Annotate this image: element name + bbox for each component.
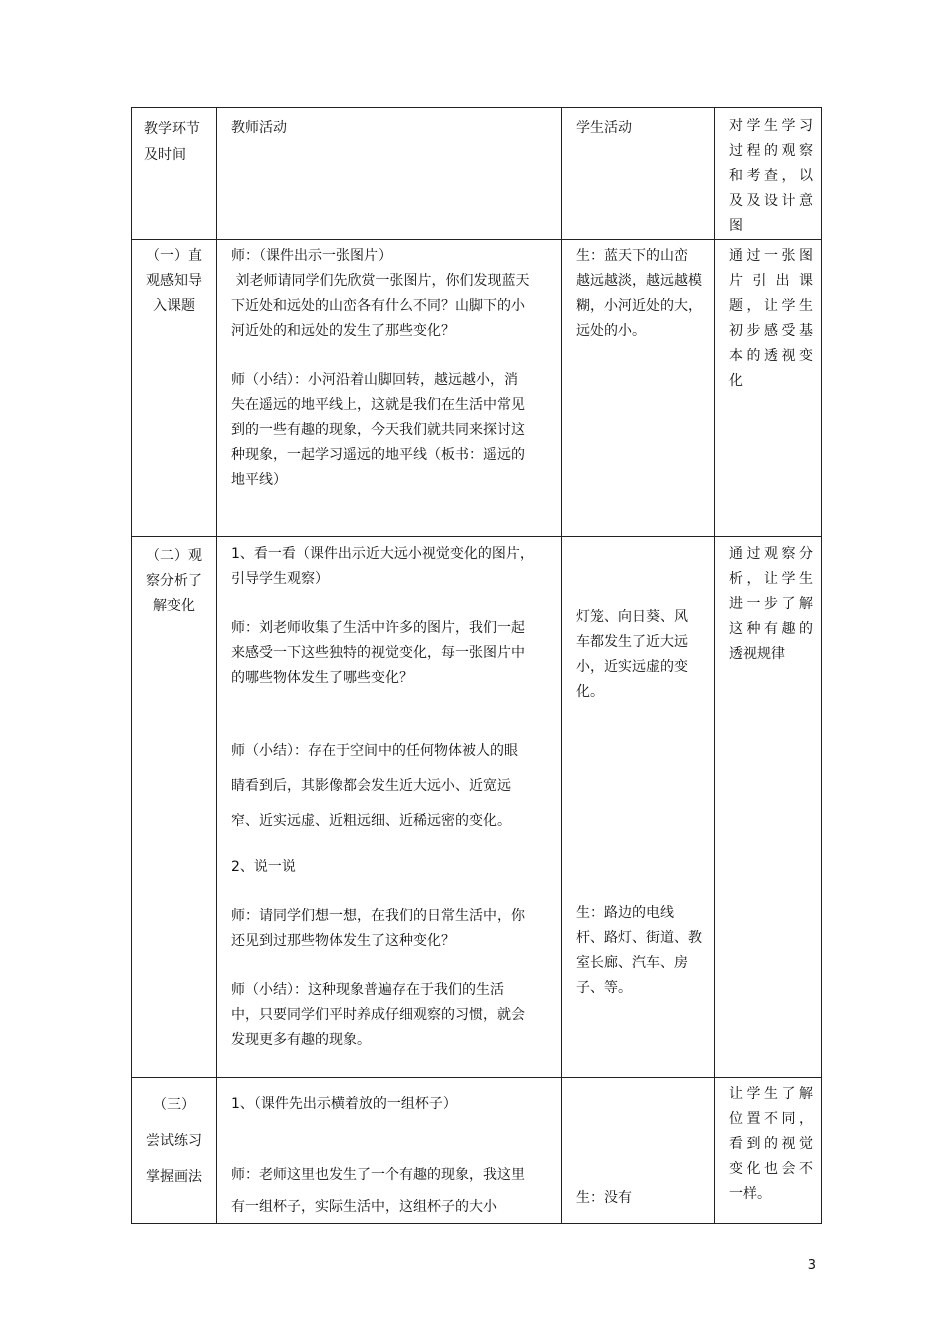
row2-student-line: 杆、路灯、街道、教 [576, 930, 702, 946]
row2-teacher-line: 来感受一下这些独特的视觉变化，每一张图片中 [231, 645, 525, 661]
header-stage [132, 108, 217, 240]
row3-intent-line: 变化也会不 [729, 1161, 813, 1177]
row3-teacher-line: 师：老师这里也发生了一个有趣的现象，我这里 [231, 1167, 525, 1183]
row2-intent-line: 这种有趣的 [729, 621, 813, 637]
header-intent-line: 和考查，以 [729, 168, 813, 184]
row2-intent-line: 进一步了解 [729, 596, 813, 612]
row3-stage-line: 掌握画法 [146, 1169, 202, 1185]
row1-teacher-line: 种现象，一起学习遥远的地平线（板书：遥远的 [231, 447, 525, 463]
row1-teacher-line: 下近处和远处的山峦各有什么不同？山脚下的小 [231, 298, 525, 314]
row1-intent-line: 题，让学生 [729, 298, 813, 314]
row1-teacher-line: 师（小结）：小河沿着山脚回转，越远越小，消 [231, 372, 518, 388]
row2-student-line: 小，近实远虚的变 [576, 659, 688, 675]
row2-intent [715, 537, 822, 1078]
row1-teacher-line: 失在遥远的地平线上，这就是我们在生活中常见 [231, 397, 525, 413]
row1-stage [132, 240, 217, 537]
row2-teacher-line: 发现更多有趣的现象。 [231, 1032, 371, 1048]
header-stage-line: 教学环节 [144, 121, 200, 137]
row1-stage-line: （一）直 [146, 248, 202, 264]
row3-intent-line: 让学生了解 [729, 1086, 813, 1102]
row2-teacher-line: 的哪些物体发生了哪些变化？ [231, 670, 413, 686]
row1-teacher-line: 刘老师请同学们先欣赏一张图片，你们发现蓝天 [231, 273, 530, 289]
header-intent [715, 108, 822, 240]
row3-student [562, 1078, 715, 1224]
row2-teacher-line: 窄、近实远虚、近粗远细、近稀远密的变化。 [231, 813, 511, 829]
row2-intent-line: 透视规律 [729, 646, 785, 662]
row1-intent-line: 通过一张图 [729, 248, 813, 264]
row2-student-line: 化。 [576, 684, 604, 700]
row1-teacher-line: 地平线） [231, 472, 287, 488]
row3-intent-line: 位置不同， [729, 1111, 813, 1127]
row2-teacher-line: 睛看到后，其影像都会发生近大远小、近宽远 [231, 778, 511, 794]
header-teacher [217, 108, 562, 240]
row1-intent-line: 初步感受基 [729, 323, 813, 339]
row2-intent-line: 析，让学生 [729, 571, 813, 587]
row2-teacher-line: 师（小结）：这种现象普遍存在于我们的生活 [231, 982, 504, 998]
row2-teacher [217, 537, 562, 1078]
row2-stage-line: （二）观 [146, 548, 202, 564]
header-stage-line: 及时间 [144, 147, 186, 163]
row3-stage-line: 尝试练习 [146, 1133, 202, 1149]
row1-student [562, 240, 715, 537]
row2-teacher-line: 引导学生观察） [231, 571, 329, 587]
table-row [132, 1078, 822, 1224]
row3-teacher-line: 有一组杯子，实际生活中，这组杯子的大小 [231, 1199, 497, 1215]
row2-teacher-line: 师：请同学们想一想，在我们的日常生活中，你 [231, 908, 525, 924]
header-student-label: 学生活动 [576, 120, 632, 136]
row1-student-line: 糊，小河近处的大， [576, 298, 702, 314]
row2-teacher-line: 1、看一看（课件出示近大远小视觉变化的图片， [231, 546, 534, 562]
row3-intent-line: 看到的视觉 [729, 1136, 813, 1152]
row1-student-line: 越远越淡，越远越模 [576, 273, 702, 289]
row2-stage-line: 察分析了 [146, 573, 202, 589]
header-student [562, 108, 715, 240]
row2-student-line: 生：路边的电线 [576, 905, 674, 921]
header-teacher-label: 教师活动 [231, 120, 287, 136]
header-intent-line: 过程的观察 [729, 143, 813, 159]
header-intent-line: 图 [729, 218, 743, 234]
row1-teacher-line: 到的一些有趣的现象，今天我们就共同来探讨这 [231, 422, 525, 438]
row1-intent-line: 化 [729, 373, 743, 389]
page-number: 3 [807, 1258, 816, 1273]
row1-teacher [217, 240, 562, 537]
row1-teacher-line: 河近处的和远处的发生了那些变化？ [231, 323, 455, 339]
header-intent-line: 及及设计意 [729, 193, 813, 209]
table-header-row [132, 108, 822, 240]
row3-stage-line: （三） [153, 1097, 195, 1113]
row2-student [562, 537, 715, 1078]
row1-stage-line: 入课题 [153, 298, 195, 314]
row3-teacher-line: 1、（课件先出示横着放的一组杯子） [231, 1096, 457, 1112]
row2-student-line: 子、等。 [576, 980, 632, 996]
row2-stage [132, 537, 217, 1078]
row2-student-line: 室长廊、汽车、房 [576, 955, 688, 971]
row2-stage-line: 解变化 [153, 598, 195, 614]
row3-intent-line: 一样。 [729, 1186, 771, 1202]
row1-intent-line: 本的透视变 [729, 348, 813, 364]
row2-teacher-line: 还见到过那些物体发生了这种变化？ [231, 933, 455, 949]
row2-teacher-line: 中，只要同学们平时养成仔细观察的习惯，就会 [231, 1007, 525, 1023]
row2-student-line: 灯笼、向日葵、风 [576, 609, 688, 625]
table-row [132, 537, 822, 1078]
row3-teacher [217, 1078, 562, 1224]
lesson-table [131, 107, 822, 1224]
row3-stage [132, 1078, 217, 1224]
row2-teacher-line: 师：刘老师收集了生活中许多的图片，我们一起 [231, 620, 525, 636]
row1-intent-line: 片引出课 [729, 273, 813, 289]
row2-teacher-line: 师（小结）：存在于空间中的任何物体被人的眼 [231, 743, 518, 759]
row3-intent [715, 1078, 822, 1224]
row1-student-line: 生：蓝天下的山峦 [576, 248, 688, 264]
row1-stage-line: 观感知导 [146, 273, 202, 289]
row2-student-line: 车都发生了近大远 [576, 634, 688, 650]
row2-intent-line: 通过观察分 [729, 546, 813, 562]
row2-teacher-line: 2、说一说 [231, 859, 296, 875]
row3-student-line: 生：没有 [576, 1190, 632, 1206]
row1-intent [715, 240, 822, 537]
table-row [132, 240, 822, 537]
row1-student-line: 远处的小。 [576, 323, 646, 339]
header-intent-line: 对学生学习 [729, 118, 813, 134]
row1-teacher-line: 师：（课件出示一张图片） [231, 248, 392, 264]
